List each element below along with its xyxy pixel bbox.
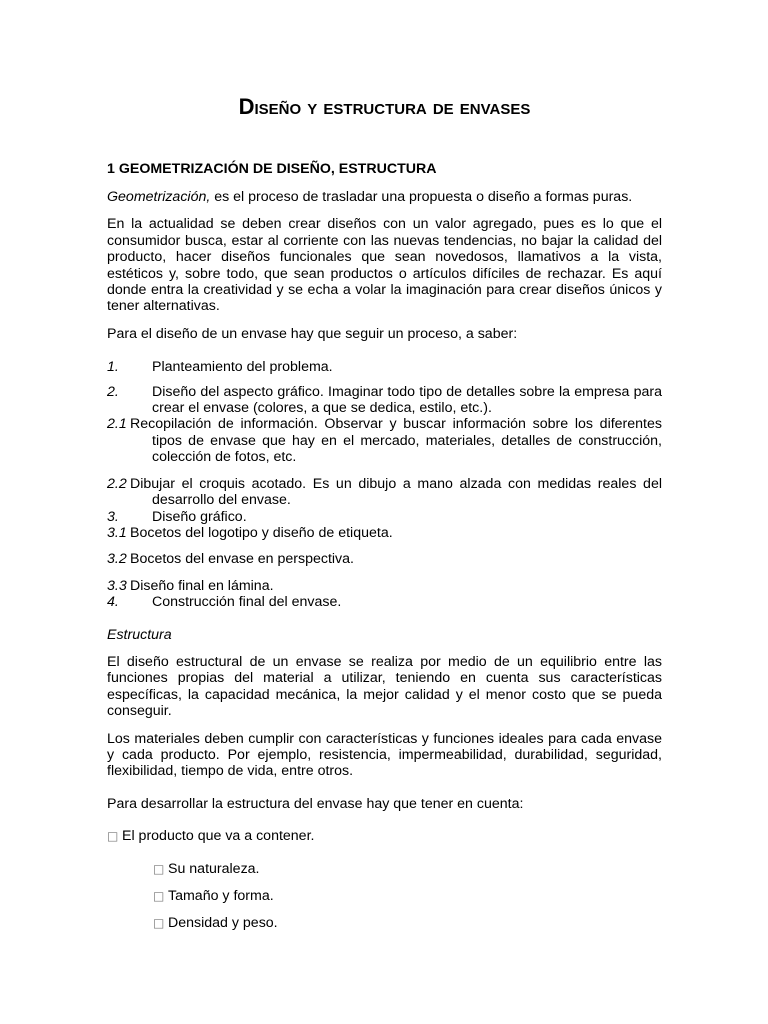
step-text: Diseño final en lámina.: [130, 577, 274, 594]
step-text: Dibujar el croquis acotado. Es un dibujo a mano alzada con medidas reales del desarrollo del envase.: [130, 475, 662, 509]
bullet-text: Densidad y peso.: [168, 915, 278, 932]
nested-bullet-item: [153, 888, 662, 904]
paragraph-materials: Los materiales deben cumplir con características y funciones ideales para cada envase y cada producto. Por ejemplo, resistencia, impermeabilidad, durabilidad, seguridad, flexibilidad, tiempo de vida, entre otros.: [107, 730, 662, 780]
paragraph-process-intro: Para el diseño de un envase hay que seguir un proceso, a saber:: [107, 325, 518, 342]
step-number: 2.: [107, 383, 119, 400]
checkbox-glyph-icon: □: [153, 916, 165, 931]
step-number: 2.2: [107, 475, 127, 492]
step-number: 3.3: [107, 577, 127, 594]
nested-bullet-item: [153, 915, 662, 931]
step-number: 3.: [107, 508, 119, 525]
paragraph-context: En la actualidad se deben crear diseños con un valor agregado, pues es lo que el consumidor busca, estar al corriente con las nuevas tendencias, no bajar la calidad del producto, hacer diseños funcionales que sean novedosos, llamativos a la vista, estéticos y, sobre todo, que sean productos o artículos difíciles de rechazar. Es aquí donde entra la creatividad y se echa a volar la imaginación para crear diseños únicos y tener alternativas.: [107, 216, 662, 315]
bullet-item: [107, 828, 662, 844]
checkbox-glyph-icon: □: [153, 889, 165, 903]
bullet-text: Tamaño y forma.: [168, 888, 274, 904]
structure-subheading: Estructura: [107, 626, 172, 643]
checkbox-glyph-icon: □: [107, 829, 119, 844]
bullet-text: El producto que va a contener.: [122, 828, 315, 845]
paragraph-structural-design: El diseño estructural de un envase se realiza por medio de un equilibrio entre las funciones propias del material a utilizar, teniendo en cuenta sus características específicas, la capacidad mecánica, la mejor calidad y el menor costo que se pueda conseguir.: [107, 653, 662, 720]
step-item: [107, 416, 662, 465]
step-item: [107, 384, 662, 417]
step-number: 2.1: [107, 416, 127, 433]
step-item: [107, 594, 662, 610]
step-text: Planteamiento del problema.: [152, 359, 333, 376]
step-number: 3.2: [107, 551, 127, 568]
intro-text: es el proceso de trasladar una propuesta o diseño a formas puras.: [210, 189, 633, 205]
document-title: Diseño y estructura de envases: [238, 94, 531, 119]
step-text: Construcción final del envase.: [152, 594, 342, 611]
step-number: 3.1: [107, 524, 127, 541]
step-item: [107, 476, 662, 509]
step-item: [107, 509, 662, 525]
intro-term: Geometrización,: [107, 189, 211, 205]
intro-paragraph: [107, 189, 662, 205]
nested-bullet-item: [153, 861, 662, 877]
document-body: [107, 92, 662, 943]
step-text: Diseño del aspecto gráfico. Imaginar todo tipo de detalles sobre la empresa para crear el envase (colores, a que se dedica, estilo, etc.).: [152, 383, 662, 417]
paragraph-structure-intro: Para desarrollar la estructura del envase hay que tener en cuenta:: [107, 795, 524, 812]
bullet-text: Su naturaleza.: [168, 860, 260, 877]
step-text: Recopilación de información. Observar y buscar información sobre los diferentes tipos de envase que hay en el mercado, materiales, detalles de construcción, colección de fotos, etc.: [130, 416, 662, 466]
step-number: 1.: [107, 359, 119, 376]
step-number: 4.: [107, 594, 119, 611]
step-text: Diseño gráfico.: [152, 508, 247, 525]
section-heading: 1 GEOMETRIZACIÓN DE DISEÑO, ESTRUCTURA: [107, 161, 437, 177]
step-item: [107, 578, 662, 594]
checkbox-glyph-icon: □: [153, 861, 165, 876]
step-item: [107, 359, 662, 375]
process-steps-list: [107, 359, 662, 610]
step-item: [107, 525, 662, 541]
step-text: Bocetos del logotipo y diseño de etiqueta.: [130, 524, 393, 541]
step-text: Bocetos del envase en perspectiva.: [130, 551, 354, 568]
step-item: [107, 551, 662, 567]
